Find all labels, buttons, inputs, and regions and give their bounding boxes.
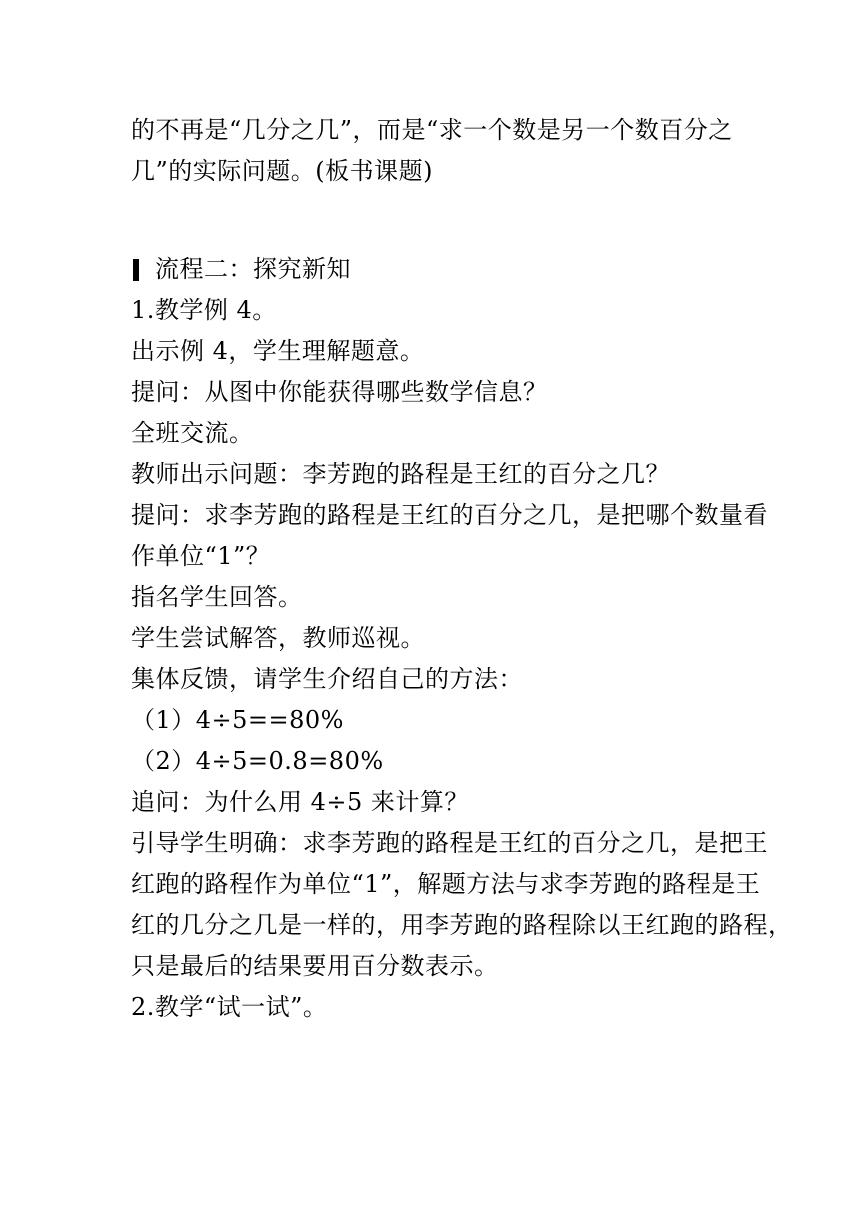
intro-line-1: 的不再是“几分之几”，而是“求一个数是另一个数百分之 [131, 116, 733, 144]
body-line: 作单位“1”？ [131, 542, 271, 570]
body-line: 提问：从图中你能获得哪些数学信息？ [131, 378, 548, 406]
body-line: 引导学生明确：求李芳跑的路程是王红的百分之几，是把王 [131, 829, 768, 857]
body-line: 红跑的路程作为单位“1”，解题方法与求李芳跑的路程是王 [131, 870, 761, 898]
body-line: 提问：求李芳跑的路程是王红的百分之几，是把哪个数量看 [131, 501, 768, 529]
body-line: 指名学生回答。 [131, 583, 303, 611]
body-line: 1.教学例 4。 [131, 296, 277, 324]
body-line: 只是最后的结果要用百分数表示。 [131, 952, 499, 980]
paragraph-gap [131, 192, 743, 249]
body-line: 教师出示问题：李芳跑的路程是王红的百分之几？ [131, 460, 670, 488]
body-line: 出示例 4，学生理解题意。 [131, 337, 425, 365]
body-line: 追问：为什么用 4÷5 来计算？ [131, 788, 469, 816]
heading-bar-icon [133, 259, 139, 281]
body-line: 2.教学“试一试”。 [131, 993, 328, 1021]
body-line: 全班交流。 [131, 419, 254, 447]
body-line: 红的几分之几是一样的，用李芳跑的路程除以王红跑的路程， [131, 911, 793, 939]
section-heading-text: 流程二：探究新知 [155, 255, 351, 283]
document-page [131, 110, 793, 1028]
intro-line-2: 几”的实际问题。(板书课题) [131, 157, 433, 185]
method-line-2: （2）4÷5=0.8=80% [131, 747, 384, 775]
method-line-1: （1）4÷5==80% [131, 706, 344, 734]
body-line: 学生尝试解答，教师巡视。 [131, 624, 425, 652]
section-heading [131, 249, 743, 290]
body-line: 集体反馈，请学生介绍自己的方法： [131, 665, 523, 693]
